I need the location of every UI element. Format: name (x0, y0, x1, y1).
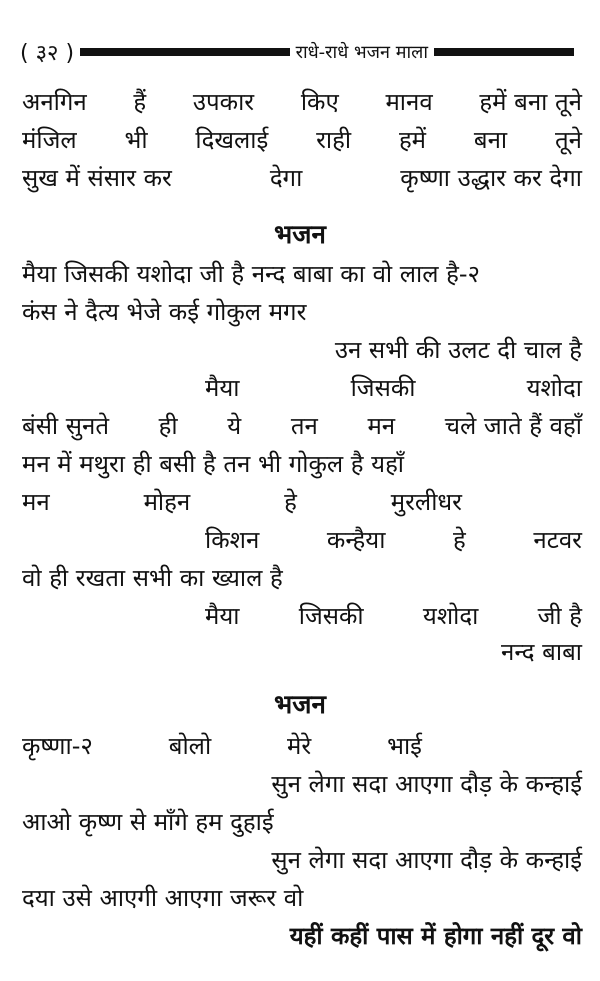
header-rule-right (434, 48, 574, 56)
page-number: ( ३२ ) (20, 41, 75, 66)
intro-word: हमें (398, 126, 427, 154)
intro-word: मंजिल (22, 126, 77, 154)
bhajan-2-heading: भजन (273, 690, 326, 720)
lyric-word: जिसकी (350, 374, 416, 402)
lyric-word: मुरलीधर (390, 488, 462, 516)
lyric-word: बोलो (168, 732, 212, 760)
intro-word: भी (124, 126, 148, 154)
lyric-word: चले जाते हैं वहाँ (444, 412, 582, 440)
intro-word: हैं (133, 88, 147, 116)
bhajan-2-line-2: सुन लेगा सदा आएगा दौड़ के कन्हाई (271, 770, 582, 798)
bhajan-1-line-2: कंस ने दैत्य भेजे कई गोकुल मगर (22, 298, 307, 326)
lyric-word: मैया (205, 602, 240, 630)
intro-word: अनगिन (22, 88, 87, 116)
lyric-word: मोहन (143, 488, 191, 516)
bhajan-2-line-5: दया उसे आएगी आएगा जरूर वो (22, 884, 304, 912)
bhajan-1-heading: भजन (273, 220, 326, 250)
lyric-word: जिसकी (298, 602, 364, 630)
intro-word: कृष्णा उद्धार कर देगा (400, 164, 582, 192)
intro-word: हमें बना तूने (479, 88, 582, 116)
intro-word: उपकार (192, 88, 255, 116)
intro-word: किए (300, 88, 339, 116)
intro-word: दिखलाई (195, 126, 269, 154)
bhajan-1-line-4 (205, 372, 582, 404)
lyric-word: भाई (387, 732, 422, 760)
book-title: राधे-राधे भजन माला (295, 42, 428, 63)
lyric-word: किशन (205, 526, 260, 554)
intro-word: बना (473, 126, 508, 154)
bhajan-1-line-10 (205, 600, 582, 632)
lyric-word: ही (158, 412, 178, 440)
lyric-word: यशोदा (422, 602, 479, 630)
bhajan-1-line-11: नन्द बाबा (501, 638, 582, 666)
intro-line-2 (22, 124, 582, 156)
lyric-word: मेरे (287, 732, 312, 760)
lyric-word: मन (367, 412, 396, 440)
bhajan-1-line-3: उन सभी की उलट दी चाल है (334, 336, 582, 364)
bhajan-2-line-1 (22, 730, 422, 762)
intro-word: तूने (554, 126, 582, 154)
bhajan-1-line-5 (22, 410, 582, 442)
intro-line-1 (22, 86, 582, 118)
lyric-word: कृष्णा-२ (22, 732, 93, 760)
page-header (20, 38, 580, 66)
bhajan-2-line-6: यहीं कहीं पास में होगा नहीं दूर वो (289, 922, 582, 950)
intro-line-3 (22, 162, 582, 194)
lyric-word: बंसी सुनते (22, 412, 109, 440)
lyric-word: ये (227, 412, 242, 440)
bhajan-1-line-7 (22, 486, 462, 518)
lyric-word: मैया (205, 374, 240, 402)
intro-word: मानव (385, 88, 433, 116)
lyric-word: मन (22, 488, 50, 516)
lyric-word: जी है (537, 602, 582, 630)
bhajan-1-line-6: मन में मथुरा ही बसी है तन भी गोकुल है यहाँ (22, 450, 405, 478)
lyric-word: हे (284, 488, 297, 516)
lyric-word: नटवर (533, 526, 582, 554)
intro-word: देगा (269, 164, 303, 192)
bhajan-2-line-3: आओ कृष्ण से माँगे हम दुहाई (22, 808, 274, 836)
bhajan-1-line-8 (205, 524, 582, 556)
lyric-word: कन्हैया (326, 526, 386, 554)
lyric-word: यशोदा (526, 374, 582, 402)
bhajan-2-line-4: सुन लेगा सदा आएगा दौड़ के कन्हाई (271, 846, 582, 874)
lyric-word: हे (453, 526, 466, 554)
intro-word: सुख में संसार कर (22, 164, 172, 192)
bhajan-1-line-1: मैया जिसकी यशोदा जी है नन्द बाबा का वो लाल है-२ (22, 260, 481, 288)
bhajan-1-line-9: वो ही रखता सभी का ख्याल है (22, 564, 283, 592)
header-rule-left (80, 48, 290, 56)
intro-word: राही (316, 126, 352, 154)
lyric-word: तन (290, 412, 318, 440)
